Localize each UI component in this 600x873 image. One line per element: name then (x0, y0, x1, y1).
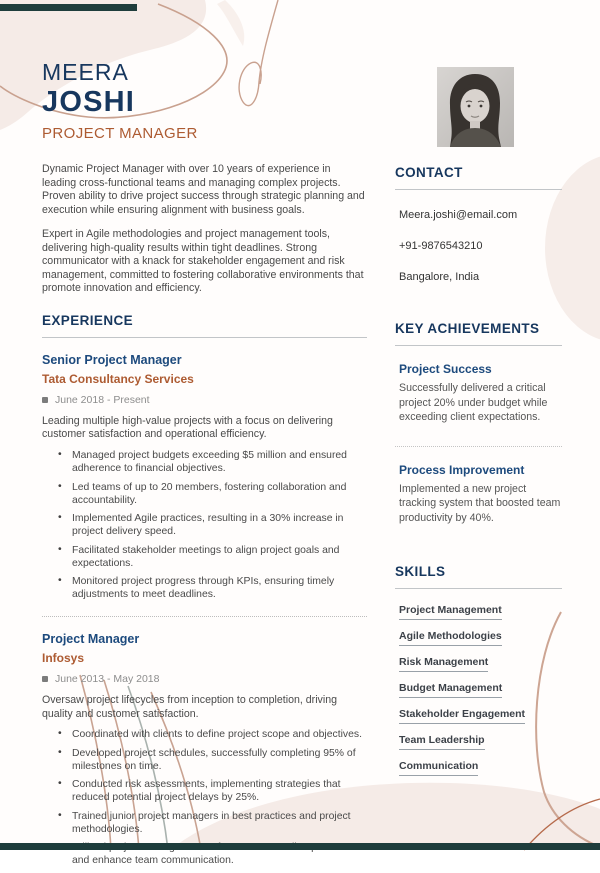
achievement-divider (395, 446, 562, 447)
job-dates-label: June 2013 - May 2018 (55, 673, 160, 686)
achievements-heading: KEY ACHIEVEMENTS (395, 321, 562, 346)
achievement-description: Implemented a new project tracking system that boosted team productivity by 40%. (399, 482, 561, 525)
job-dates (42, 394, 367, 406)
role-title: PROJECT MANAGER (42, 124, 198, 142)
header (42, 60, 198, 142)
skills-list (395, 604, 562, 776)
contact-heading: CONTACT (395, 165, 562, 190)
date-icon (42, 397, 48, 403)
first-name: MEERA (42, 59, 129, 85)
achievement-title: Process Improvement (399, 462, 525, 477)
skill-item: Risk Management (399, 656, 488, 672)
contact-phone: +91-9876543210 (399, 240, 483, 252)
job-bullet: • Conducted risk assessments, implementing strategies that reduced potential project delays by 25%. (58, 778, 367, 804)
job-bullet: • and enhance team communication. (58, 841, 367, 867)
achievement-item (395, 362, 562, 425)
job-bullet: • Coordinated with clients to define project scope and objectives. (58, 728, 367, 741)
summary-paragraph-2: Expert in Agile methodologies and project management tools, delivering high-quality results within tight deadlines. Strong communicator with a knack for stakeholder engagement and risk management, committed to fostering collaborative environments that promote innovation and efficiency. (42, 228, 364, 295)
contact-section (395, 165, 562, 283)
achievement-description: Successfully delivered a critical project 20% under budget while exceeding client expectations. (399, 382, 548, 424)
achievement-item (395, 463, 562, 526)
job-bullet: • Facilitated stakeholder meetings to align project goals and expectations. (58, 544, 367, 570)
bottom-accent-bar (0, 843, 600, 850)
achievement-title: Project Success (399, 362, 492, 376)
experience-heading: EXPERIENCE (42, 313, 367, 338)
job-title: Project Manager (42, 632, 140, 647)
job-entry-project-manager (42, 632, 367, 867)
top-accent-bar (0, 4, 137, 11)
skill-item: Stakeholder Engagement (399, 708, 525, 724)
last-name: JOSHI (42, 86, 136, 119)
job-bullet-list (58, 449, 367, 601)
portrait-image (437, 67, 514, 147)
job-bullet: • Managed project budgets exceeding $5 million and ensured adherence to financial objectives. (58, 449, 367, 475)
job-dates-label: June 2018 - Present (55, 393, 150, 406)
contact-email: Meera.joshi@email.com (399, 209, 518, 221)
skill-item: Project Management (399, 604, 502, 620)
main-column (42, 163, 367, 873)
sidebar-column (395, 165, 562, 776)
achievements-section (395, 321, 562, 526)
job-bullet: • Trained junior project managers in best practices and project methodologies. (58, 810, 367, 836)
skill-item: Agile Methodologies (399, 630, 502, 646)
job-company: Infosys (42, 651, 85, 666)
job-bullet: • Monitored project progress through KPIs, ensuring timely adjustments to meet deadlines. (58, 575, 367, 601)
job-company: Tata Consultancy Services (42, 371, 194, 386)
job-divider (42, 616, 367, 617)
skills-section (395, 564, 562, 776)
job-entry-senior-project-manager (42, 353, 367, 601)
job-summary: Leading multiple high-value projects with a focus on delivering customer satisfaction and operational efficiency. (42, 414, 333, 441)
experience-section (42, 313, 367, 867)
skill-item: Team Leadership (399, 734, 485, 750)
job-bullet: • Implemented Agile practices, resulting in a 30% increase in project delivery speed. (58, 512, 367, 538)
job-bullet: • Led teams of up to 20 members, fostering collaboration and accountability. (58, 481, 367, 507)
summary-paragraph-1: Dynamic Project Manager with over 10 years of experience in leading cross-functional teams and managing complex projects. Proven ability to drive project success through strategic planning and execution while ensuring alignment with business goals. (42, 163, 365, 216)
job-title: Senior Project Manager (42, 352, 182, 367)
skill-item: Budget Management (399, 682, 502, 698)
job-bullet: • Developed project schedules, successfully completing 95% of milestones on time. (58, 747, 367, 773)
skill-item: Communication (399, 760, 478, 776)
skills-heading: SKILLS (395, 564, 562, 589)
date-icon (42, 676, 48, 682)
profile-photo (437, 67, 514, 147)
job-summary: Oversaw project lifecycles from inception to completion, driving quality and customer satisfaction. (42, 694, 337, 720)
contact-location: Bangalore, India (399, 271, 480, 283)
job-dates (42, 673, 367, 685)
